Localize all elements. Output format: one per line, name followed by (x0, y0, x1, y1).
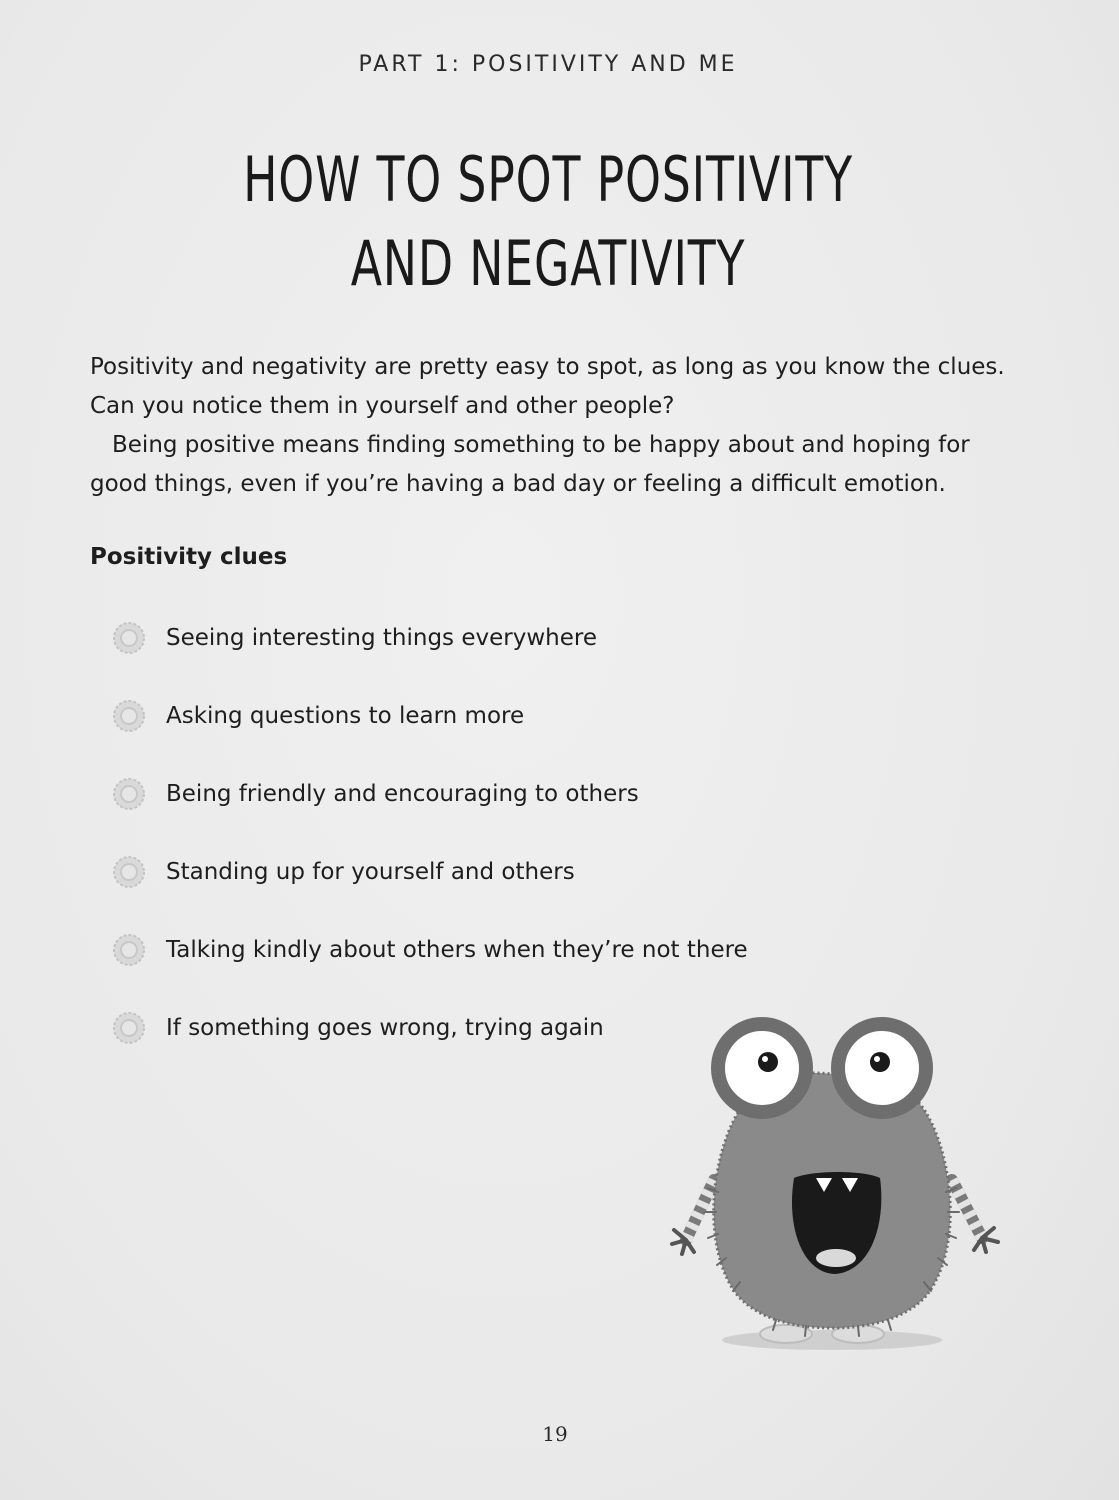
page-title-line-2: AND NEGATIVITY (350, 227, 746, 300)
badge-icon (112, 699, 146, 733)
page-number: 19 (542, 1422, 568, 1446)
intro-text (90, 348, 1030, 504)
badge-icon (112, 1011, 146, 1045)
badge-icon (112, 855, 146, 889)
intro-paragraph-1: Positivity and negativity are pretty easy to spot, as long as you know the clues. Can you notice them in yourself and other people? (90, 354, 1005, 419)
list-item (112, 852, 812, 892)
list-item-text: Seeing interesting things everywhere (166, 625, 597, 651)
page-title-line-1: HOW TO SPOT POSITIVITY (243, 143, 853, 216)
badge-icon (112, 777, 146, 811)
list-item-text: Standing up for yourself and others (166, 859, 575, 885)
intro-paragraph-2: Being positive means finding something to be happy about and hoping for good things, even if you’re having a bad day or feeling a difficult emotion. (90, 432, 970, 497)
section-heading: Positivity clues (90, 544, 288, 570)
monster-right-pupil (870, 1052, 890, 1072)
list-item-text: Being friendly and encouraging to others (166, 781, 639, 807)
list-item (112, 774, 812, 814)
monster-right-arm (952, 1180, 998, 1252)
badge-icon (112, 933, 146, 967)
monster-tongue (816, 1249, 856, 1267)
list-item-text: Asking questions to learn more (166, 703, 525, 729)
page-title (99, 138, 998, 306)
monster-left-pupil (758, 1052, 778, 1072)
list-item (112, 618, 812, 658)
list-item (112, 930, 812, 970)
list-item-text: Talking kindly about others when they’re not there (166, 937, 748, 963)
list-item (112, 696, 812, 736)
badge-icon (112, 621, 146, 655)
monster-left-arm (672, 1180, 714, 1254)
fuzzy-monster-illustration (636, 1012, 1026, 1362)
running-head: PART 1: POSITIVITY AND ME (358, 52, 738, 77)
list-item-text: If something goes wrong, trying again (166, 1015, 604, 1041)
